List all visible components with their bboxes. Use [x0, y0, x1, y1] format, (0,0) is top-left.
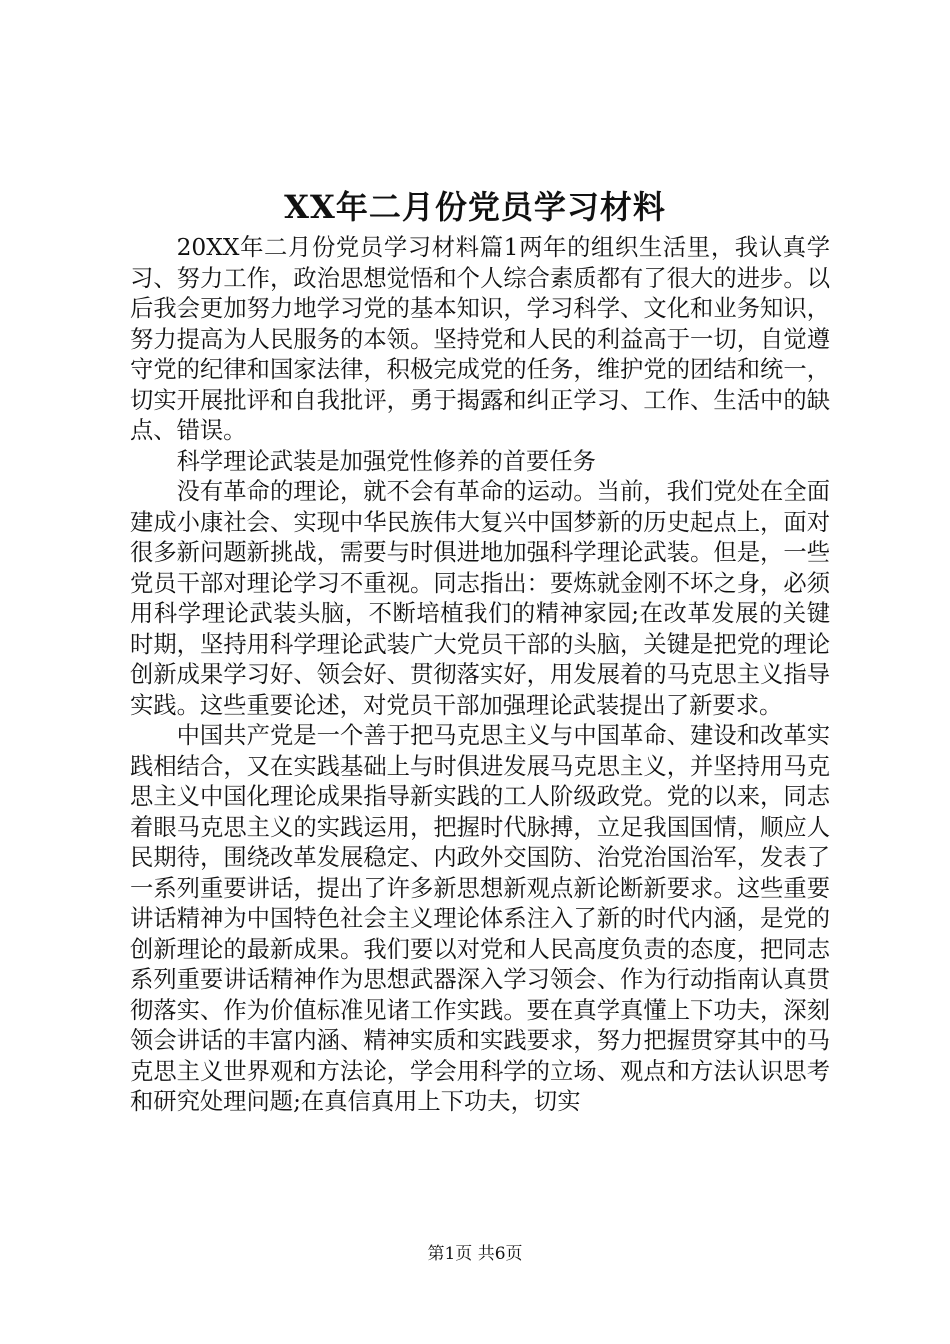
paragraph-2-heading: 科学理论武装是加强党性修养的首要任务	[176, 447, 596, 475]
document-body	[130, 233, 830, 1118]
paragraph-1: 20XX年二月份党员学习材料篇1两年的组织生活里，我认真学习、努力工作，政治思想觉悟和个人综合素质都有了很大的进步。以后我会更加努力地学习党的基本知识，学习科学、文化和业务知识，努力提高为人民服务的本领。坚持党和人民的利益高于一切，自觉遵守党的纪律和国家法律，积极完成党的任务，维护党的团结和统一，切实开展批评和自我批评，勇于揭露和纠正学习、工作、生活中的缺点、错误。	[130, 234, 830, 444]
page-number-footer: 第1页 共6页	[427, 1244, 523, 1264]
document-title: XX年二月份党员学习材料	[284, 188, 666, 226]
paragraph-4: 中国共产党是一个善于把马克思主义与中国革命、建设和改革实践相结合，又在实践基础上与时俱进发展马克思主义，并坚持用马克思主义中国化理论成果指导新实践的工人阶级政党。党的以来，同志着眼马克思主义的实践运用，把握时代脉搏，立足我国国情，顺应人民期待，围绕改革发展稳定、内政外交国防、治党治国治军，发表了一系列重要讲话，提出了许多新思想新观点新论断新要求。这些重要讲话精神为中国特色社会主义理论体系注入了新的时代内涵，是党的创新理论的最新成果。我们要以对党和人民高度负责的态度，把同志系列重要讲话精神作为思想武器深入学习领会、作为行动指南认真贯彻落实、作为价值标准见诸工作实践。要在真学真懂上下功夫，深刻领会讲话的丰富内涵、精神实质和实践要求，努力把握贯穿其中的马克思主义世界观和方法论，学会用科学的立场、观点和方法认识思考和研究处理问题;在真信真用上下功夫，切实	[130, 722, 830, 1115]
paragraph-3: 没有革命的理论，就不会有革命的运动。当前，我们党处在全面建成小康社会、实现中华民族伟大复兴中国梦新的历史起点上，面对很多新问题新挑战，需要与时俱进地加强科学理论武装。但是，一些党员干部对理论学习不重视。同志指出：要炼就金刚不坏之身，必须用科学理论武装头脑，不断培植我们的精神家园;在改革发展的关键时期，坚持用科学理论武装广大党员干部的头脑，关键是把党的理论创新成果学习好、领会好、贯彻落实好，用发展着的马克思主义指导实践。这些重要论述，对党员干部加强理论武装提出了新要求。	[130, 478, 830, 719]
